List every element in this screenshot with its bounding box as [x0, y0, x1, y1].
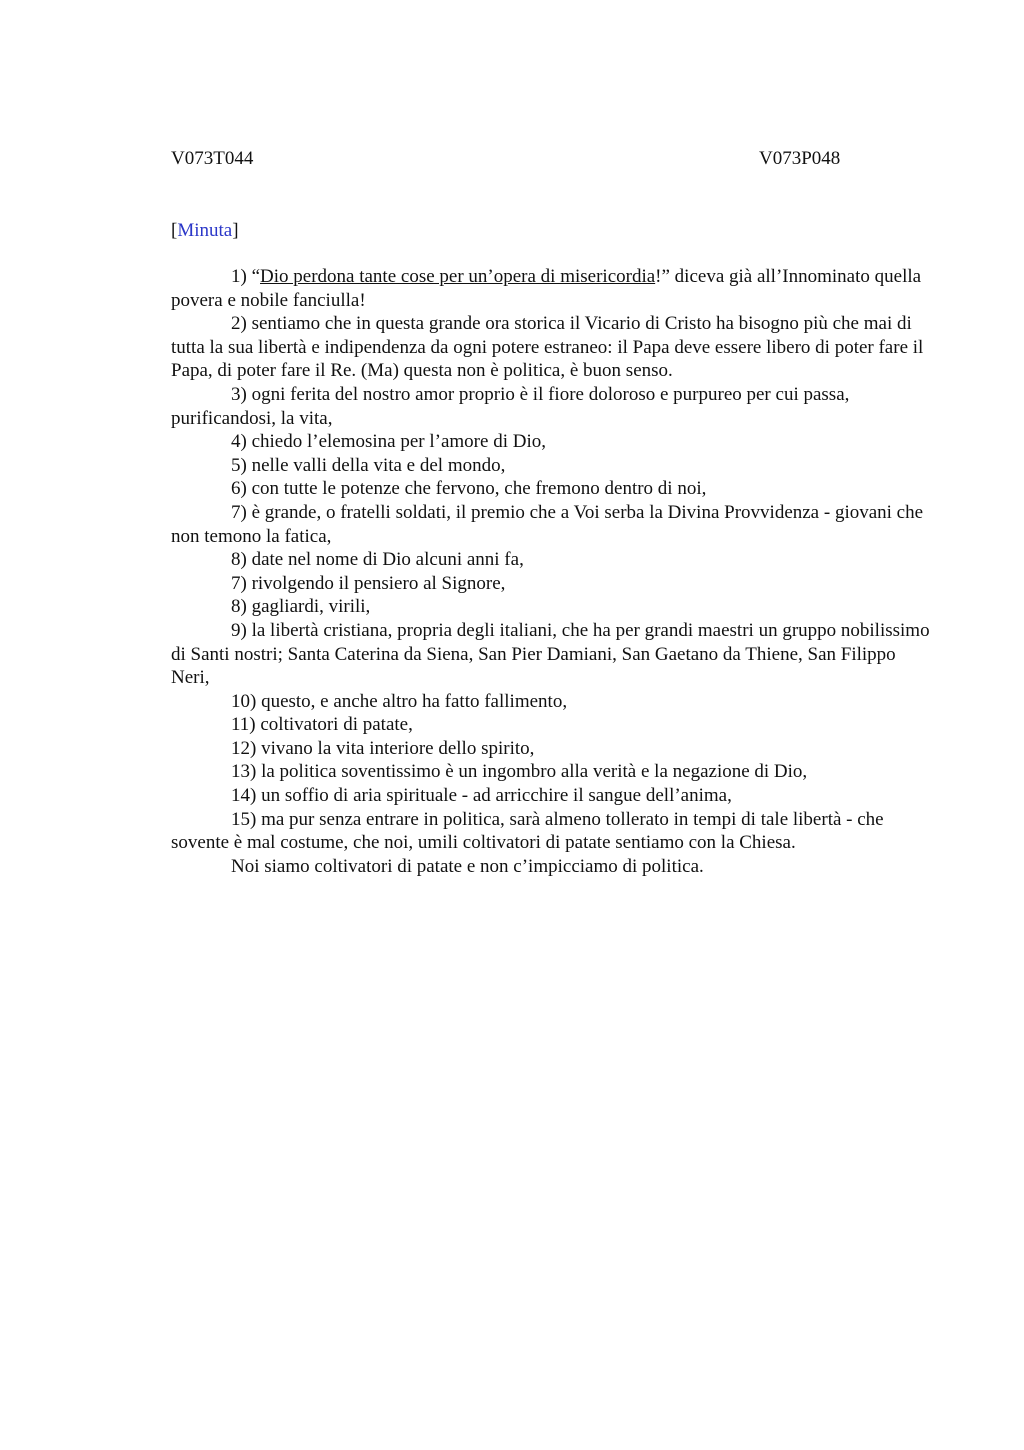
list-item: 10) questo, e anche altro ha fatto fallimento, — [231, 690, 568, 712]
list-item: 9) la libertà cristiana, propria degli italiani, che ha per grandi maestri un gruppo nobilissimo di Santi nostri; Santa Caterina da Siena, San Pier Damiani, San Gaetano da Thiene, San Filippo Neri, — [171, 619, 930, 689]
underlined-quote: Dio perdona tante cose per un’opera di misericordia — [260, 266, 656, 287]
list-item: 13) la politica soventissimo è un ingombro alla verità e la negazione di Dio, — [231, 761, 808, 783]
document-body — [171, 265, 931, 878]
minuta-link[interactable]: Minuta — [177, 220, 233, 241]
section-label — [171, 219, 239, 243]
list-item: 14) un soffio di aria spirituale - ad arricchire il sangue dell’anima, — [231, 785, 732, 807]
list-item: 11) coltivatori di patate, — [231, 714, 413, 736]
close-bracket: ] — [232, 220, 239, 241]
list-item: 4) chiedo l’elemosina per l’amore di Dio, — [231, 431, 546, 453]
list-item: 5) nelle valli della vita e del mondo, — [231, 454, 506, 476]
list-item: 6) con tutte le potenze che fervono, che fremono dentro di noi, — [231, 478, 707, 500]
list-item: 15) ma pur senza entrare in politica, sarà almeno tollerato in tempi di tale libertà - che sovente è mal costume, che noi, umili coltivatori di patate sentiamo con la Chiesa. — [171, 808, 884, 854]
open-bracket: [ — [171, 220, 178, 241]
list-item: 7) è grande, o fratelli soldati, il premio che a Voi serba la Divina Provvidenza - giovani che non temono la fatica, — [171, 501, 924, 547]
list-item: 8) date nel nome di Dio alcuni anni fa, — [231, 549, 524, 571]
list-item: 12) vivano la vita interiore dello spirito, — [231, 737, 535, 759]
document-code-left: V073T044 — [171, 148, 254, 169]
closing-line: Noi siamo coltivatori di patate e non c’impicciamo di politica. — [231, 855, 704, 877]
item-1-prefix: 1) “ — [231, 266, 261, 287]
list-item: 3) ogni ferita del nostro amor proprio è il fiore doloroso e purpureo per cui passa, purificandosi, la vita, — [171, 383, 850, 429]
page-header — [171, 147, 851, 171]
list-item: 7) rivolgendo il pensiero al Signore, — [231, 572, 506, 594]
list-item-1 — [171, 265, 931, 312]
list-item: 2) sentiamo che in questa grande ora storica il Vicario di Cristo ha bisogno più che mai di tutta la sua libertà e indipendenza da ogni potere estraneo: il Papa deve essere libero di poter fare il Papa, di poter fare il Re. (Ma) questa non è politica, è buon senso. — [171, 313, 924, 382]
list-item: 8) gagliardi, virili, — [231, 596, 371, 618]
document-code-right: V073P048 — [759, 148, 841, 169]
item-1-suffix: !” diceva già all’Innominato quella povera e nobile fanciulla! — [171, 266, 922, 311]
